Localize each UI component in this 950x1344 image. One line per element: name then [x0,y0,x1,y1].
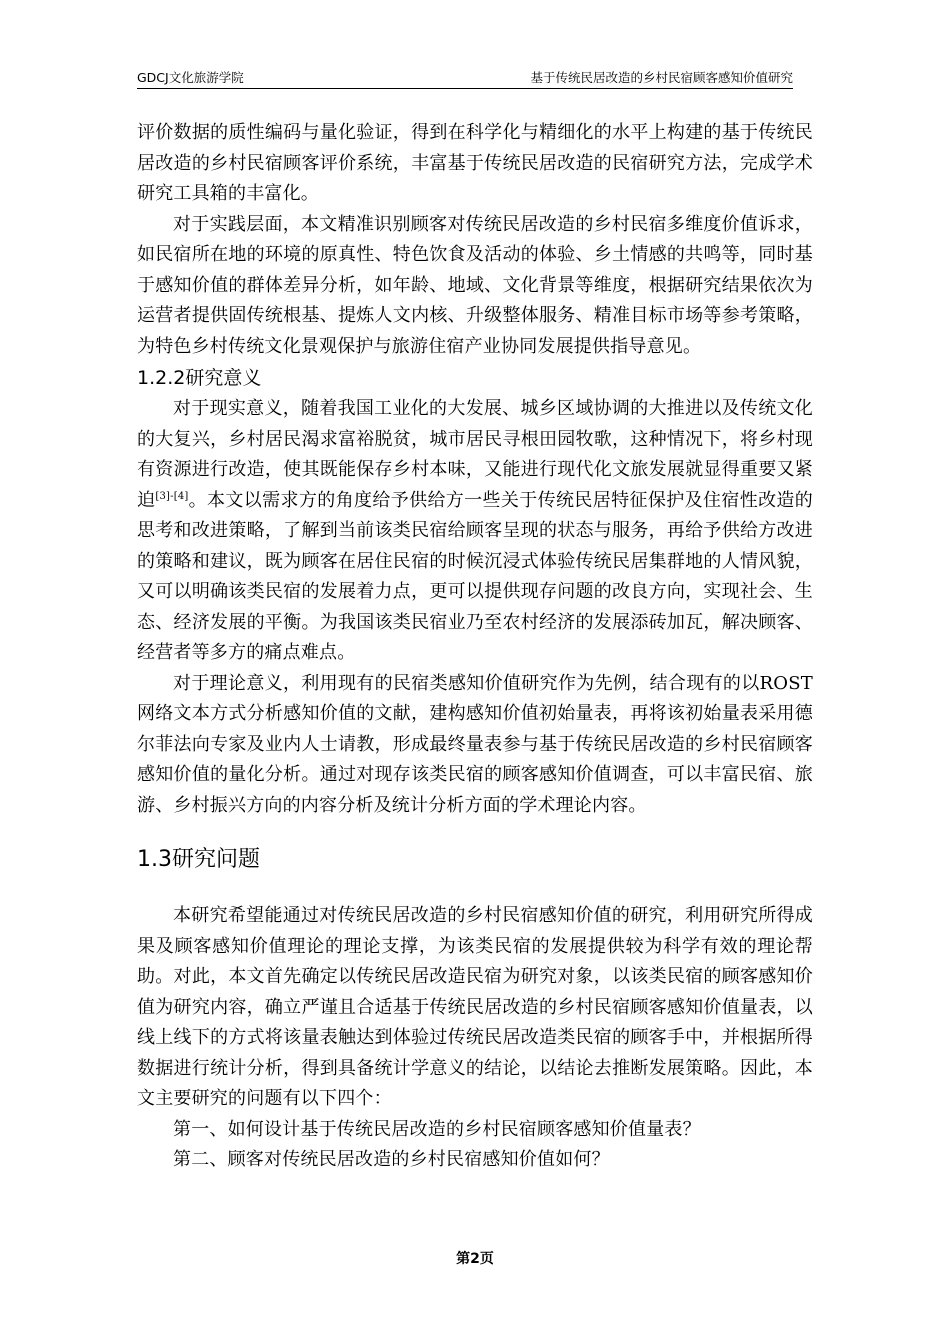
paragraph-text: 对于现实意义，随着我国工业化的大发展、城乡区域协调的大推进以及传统文化的大复兴，乡村居民渴求富裕脱贫，城市居民寻根田园牧歌，这种情况下，将乡村现有资源进行改造，使其既能保存乡村本味，又能进行现代化文旅发展就显得重要又紧迫 [137,398,813,511]
page-number: 第2页 [456,1251,494,1267]
question-1: 第一、如何设计基于传统民居改造的乡村民宿顾客感知价值量表？ [173,1118,701,1140]
paragraph-practice: 对于实践层面，本文精准识别顾客对传统民居改造的乡村民宿多维度价值诉求，如民宿所在地的环境的原真性、特色饮食及活动的体验、乡土情感的共鸣等，同时基于感知价值的群体差异分析，如年龄、地域、文化背景等维度，根据研究结果依次为运营者提供固传统根基、提炼人文内核、升级整体服务、精准目标市场等参考策略，为特色乡村传统文化景观保护与旅游住宿产业协同发展提供指导意见。 [137,213,813,357]
document-body [137,118,813,1176]
paragraph-theoretical-significance: 对于理论意义，利用现有的民宿类感知价值研究作为先例，结合现有的以ROST网络文本方式分析感知价值的文献，建构感知价值初始量表，再将该初始量表采用德尔菲法向专家及业内人士请教，形成最终量表参与基于传统民居改造的乡村民宿顾客感知价值的量化分析。通过对现存该类民宿的顾客感知价值调查，可以丰富民宿、旅游、乡村振兴方向的内容分析及统计分析方面的学术理论内容。 [137,672,813,816]
paragraph-research-questions: 本研究希望能通过对传统民居改造的乡村民宿感知价值的研究，利用研究所得成果及顾客感知价值理论的理论支撑，为该类民宿的发展提供较为科学有效的理论帮助。对此，本文首先确定以传统民居改造民宿为研究对象，以该类民宿的顾客感知价值为研究内容，确立严谨且合适基于传统民居改造的乡村民宿顾客感知价值量表，以线上线下的方式将该量表触达到体验过传统民居改造类民宿的顾客手中，并根据所得数据进行统计分析，得到具备统计学意义的结论，以结论去推断发展策略。因此，本文主要研究的问题有以下四个： [137,905,813,1109]
question-2: 第二、顾客对传统民居改造的乡村民宿感知价值如何？ [173,1149,610,1170]
page-header [137,66,793,89]
section-heading-1-3: 1.3研究问题 [137,847,260,872]
citation-ref: [3]-[4] [155,490,189,502]
header-title: 基于传统民居改造的乡村民宿顾客感知价值研究 [530,70,793,85]
paragraph-continued: 评价数据的质性编码与量化验证，得到在科学化与精细化的水平上构建的基于传统民居改造的乡村民宿顾客评价系统，丰富基于传统民居改造的民宿研究方法，完成学术研究工具箱的丰富化。 [137,122,813,204]
section-heading-1-2-2: 1.2.2研究意义 [137,367,262,389]
header-institution: GDCJ文化旅游学院 [137,70,244,85]
paragraph-text: 。本文以需求方的角度给予供给方一些关于传统民居特征保护及住宿性改造的思考和改进策略，了解到当前该类民宿给顾客呈现的状态与服务，再给予供给方改进的策略和建议，既为顾客在居住民宿的时候沉浸式体验传统民居集群地的人情风貌，又可以明确该类民宿的发展着力点，更可以提供现存问题的改良方向，实现社会、生态、经济发展的平衡。为我国该类民宿业乃至农村经济的发展添砖加瓦，解决顾客、经营者等多方的痛点难点。 [137,489,814,663]
paragraph-realistic-significance [137,394,813,669]
